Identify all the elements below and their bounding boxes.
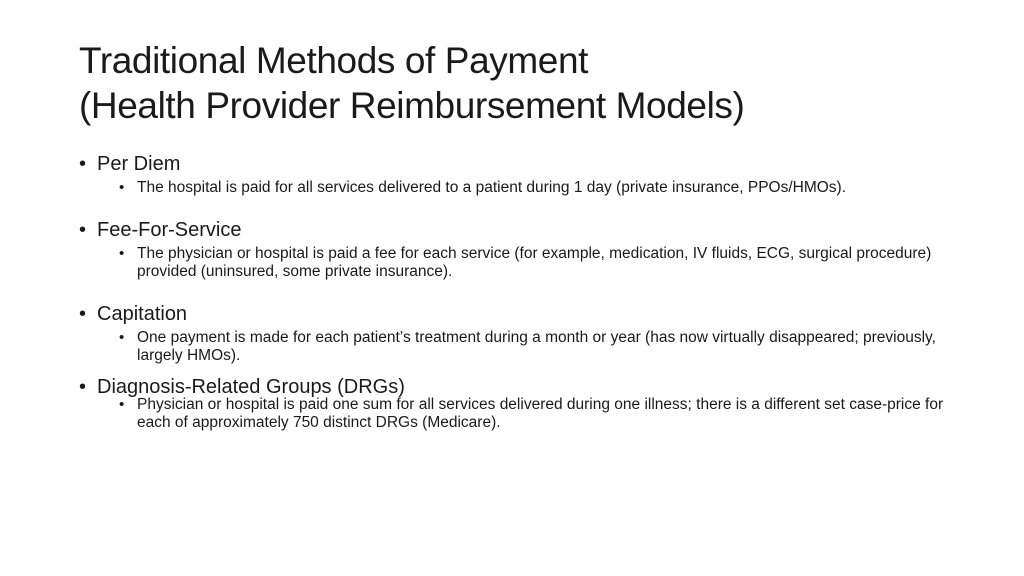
heading-text: Diagnosis-Related Groups (DRGs) (97, 376, 405, 398)
list-item-per-diem (79, 152, 959, 197)
list-item-fee-for-service (79, 218, 959, 281)
heading-text: Capitation (97, 303, 188, 325)
sub-bullet-icon: • (119, 329, 125, 346)
sub-bullet-icon: • (119, 396, 125, 413)
heading-text: Fee-For-Service (97, 219, 242, 241)
detail-text: The hospital is paid for all services delivered to a patient during 1 day (private insurance, PPOs/HMOs). (137, 179, 847, 196)
title-line-1: Traditional Methods of Payment (79, 40, 588, 81)
detail-text: Physician or hospital is paid one sum for all services delivered during one illness; there is a different set case-price for each of approximately 750 distinct DRGs (Medicare). (137, 396, 944, 431)
bullet-icon: • (79, 153, 87, 175)
bullet-icon: • (79, 219, 87, 241)
title-line-2: (Health Provider Reimbursement Models) (79, 85, 745, 126)
list-item-heading (79, 152, 959, 176)
list-item-capitation (79, 302, 959, 365)
list-item-drgs (79, 375, 959, 432)
bullet-icon: • (79, 376, 87, 398)
bullet-icon: • (79, 303, 87, 325)
detail-text: The physician or hospital is paid a fee for each service (for example, medication, IV fluids, ECG, surgical procedure) provided (uninsured, some private insurance). (137, 245, 932, 280)
list-item-detail (119, 329, 947, 365)
heading-text: Per Diem (97, 153, 181, 175)
bullet-list (79, 152, 959, 432)
list-item-detail (119, 245, 947, 281)
list-item-detail (119, 396, 947, 432)
list-item-heading (79, 218, 959, 242)
sub-bullet-icon: • (119, 179, 125, 196)
sub-bullet-icon: • (119, 245, 125, 262)
detail-text: One payment is made for each patient’s treatment during a month or year (has now virtually disappeared; previously, largely HMOs). (137, 329, 936, 364)
list-item-heading (79, 302, 959, 326)
slide-title (79, 38, 979, 128)
list-item-detail (119, 179, 947, 197)
